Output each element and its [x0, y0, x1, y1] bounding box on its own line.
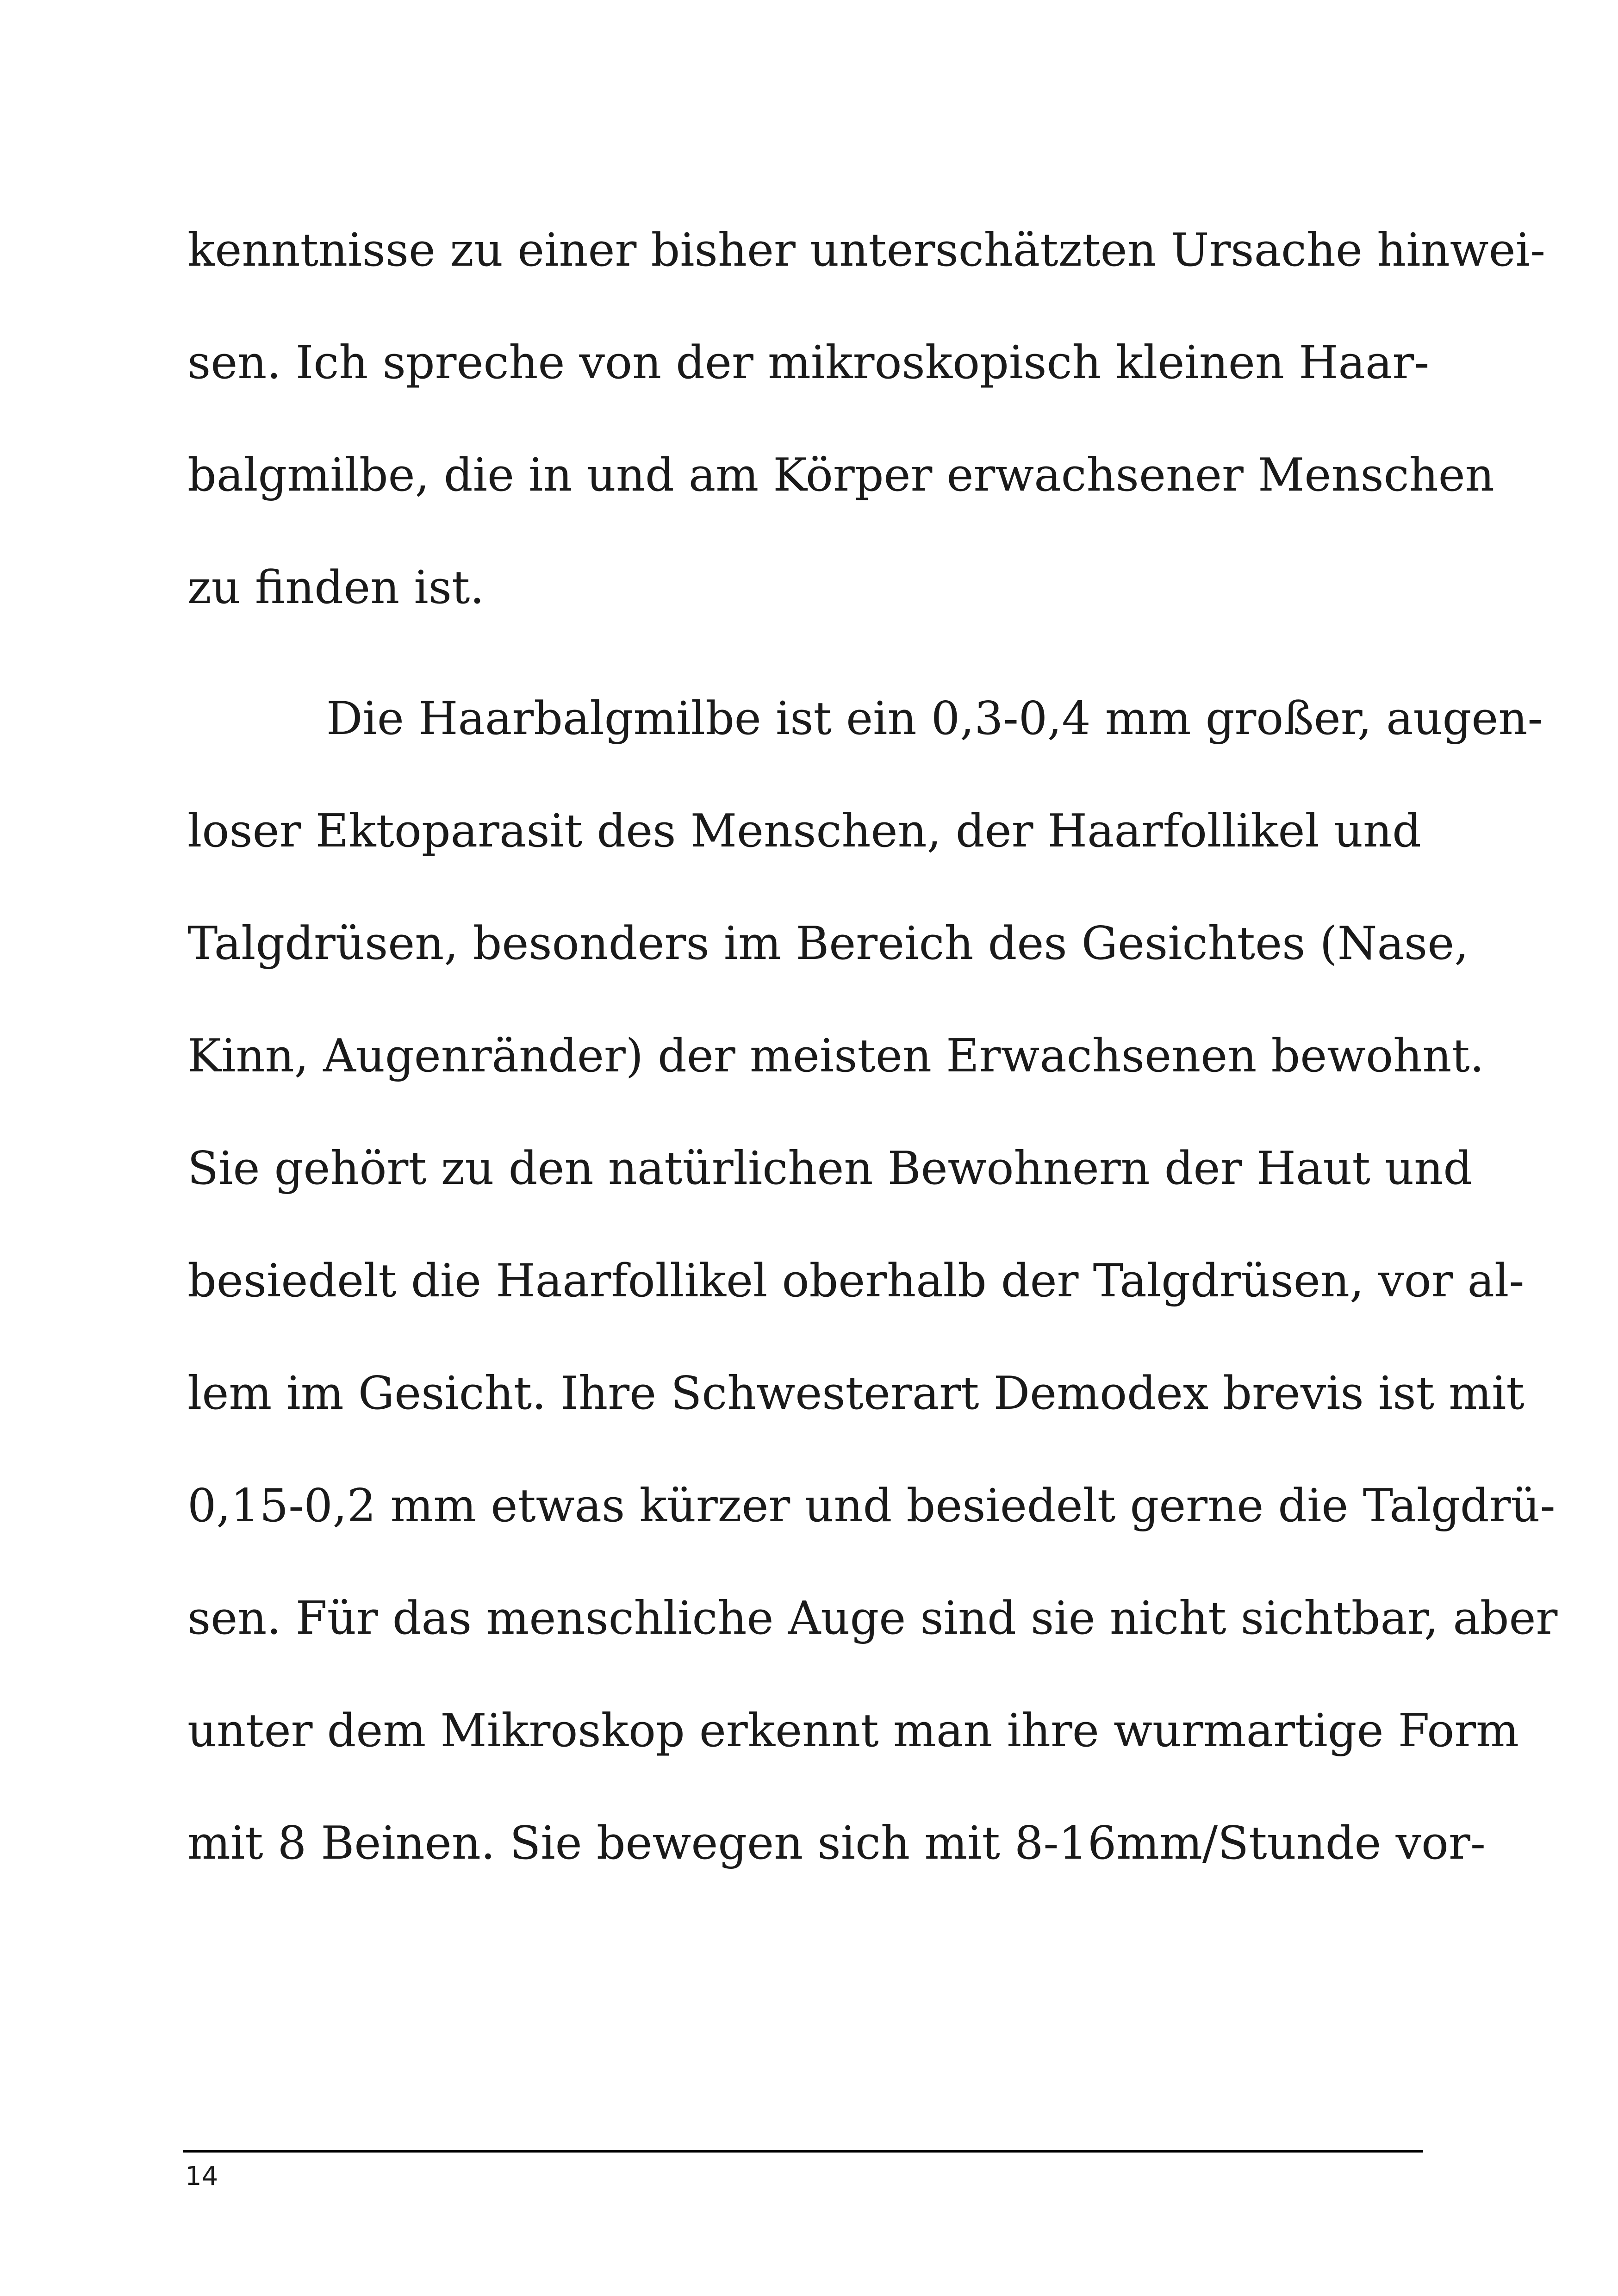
- text-line: sen. Ich spreche von der mikroskopisch kleinen Haar-: [187, 336, 1430, 389]
- text-line: mit 8 Beinen. Sie bewegen sich mit 8-16mm/Stunde vor-: [187, 1817, 1486, 1870]
- text-line: balgmilbe, die in und am Körper erwachsener Menschen: [187, 449, 1494, 502]
- paragraph-gap: [187, 644, 1414, 663]
- footer-divider: [183, 2150, 1423, 2153]
- text-line: kenntnisse zu einer bisher unterschätzten Ursache hinwei-: [187, 224, 1546, 277]
- text-line: zu finden ist.: [187, 561, 485, 614]
- text-line: sen. Für das menschliche Auge sind sie nicht sichtbar, aber: [187, 1592, 1558, 1645]
- text-line: Talgdrüsen, besonders im Bereich des Gesichtes (Nase,: [187, 917, 1469, 970]
- paragraph-1: [187, 194, 1546, 644]
- text-line: loser Ektoparasit des Menschen, der Haarfollikel und: [187, 805, 1421, 858]
- text-line: Die Haarbalgmilbe ist ein 0,3-0,4 mm großer, augen-: [326, 692, 1543, 745]
- text-line: Kinn, Augenränder) der meisten Erwachsenen bewohnt.: [187, 1030, 1484, 1083]
- text-line: unter dem Mikroskop erkennt man ihre wurmartige Form: [187, 1705, 1519, 1757]
- text-line: lem im Gesicht. Ihre Schwesterart Demodex brevis ist mit: [187, 1367, 1525, 1420]
- text-line: besiedelt die Haarfollikel oberhalb der Talgdrüsen, vor al-: [187, 1255, 1525, 1307]
- text-line: 0,15-0,2 mm etwas kürzer und besiedelt gerne die Talgdrü-: [187, 1480, 1556, 1532]
- page-number: 14: [185, 2161, 218, 2191]
- paragraph-2: [187, 663, 1558, 1900]
- text-line: Sie gehört zu den natürlichen Bewohnern der Haut und: [187, 1142, 1473, 1195]
- body-text: [187, 194, 1558, 1900]
